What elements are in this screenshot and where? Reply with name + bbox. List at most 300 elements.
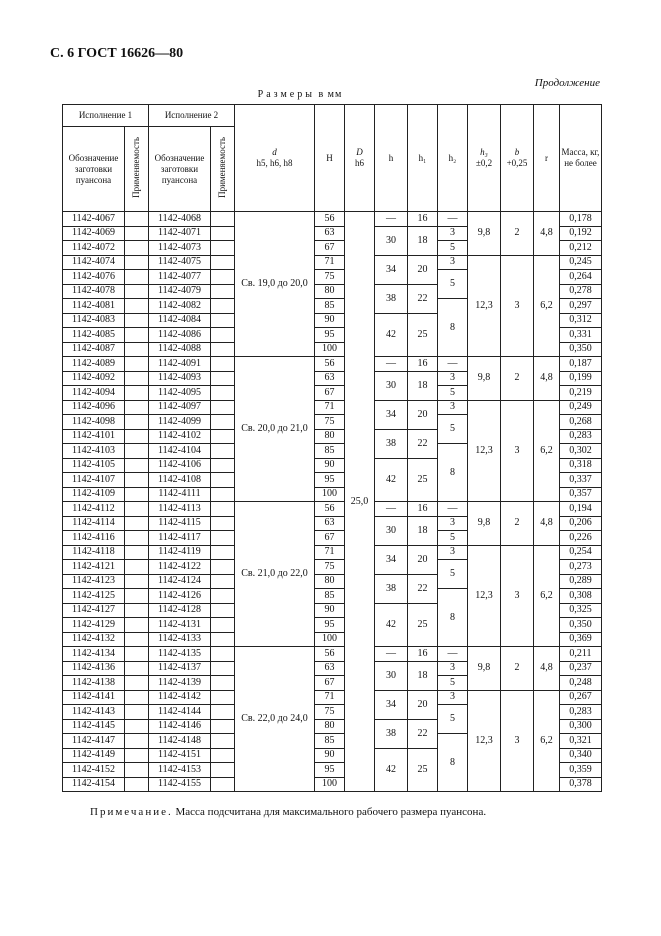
- designation-1-cell: 1142-4118: [63, 545, 125, 560]
- H-cell: 63: [315, 516, 345, 531]
- designation-1-cell: 1142-4085: [63, 328, 125, 343]
- table-row: [63, 212, 602, 227]
- designation-1-cell: 1142-4116: [63, 531, 125, 546]
- h-cell: 38: [375, 429, 408, 458]
- applicability-1-cell: [125, 647, 149, 662]
- designation-2-cell: 1142-4104: [149, 444, 211, 459]
- h-cell: 34: [375, 690, 408, 719]
- h-cell: —: [375, 647, 408, 662]
- applicability-1-cell: [125, 473, 149, 488]
- mass-cell: 0,378: [560, 777, 602, 792]
- applicability-2-cell: [211, 444, 235, 459]
- H-cell: 95: [315, 618, 345, 633]
- designation-1-cell: 1142-4134: [63, 647, 125, 662]
- note-text: Масса подсчитана для максимального рабочего размера пуансона.: [175, 806, 487, 818]
- applicability-2-cell: [211, 342, 235, 357]
- applicability-2-cell: [211, 531, 235, 546]
- designation-1-cell: 1142-4083: [63, 313, 125, 328]
- page-header: С. 6 ГОСТ 16626—80: [50, 46, 184, 61]
- designation-2-cell: 1142-4137: [149, 661, 211, 676]
- header-D: [345, 105, 375, 212]
- designation-1-cell: 1142-4074: [63, 255, 125, 270]
- h2-cell: 5: [438, 270, 468, 299]
- applicability-2-cell: [211, 647, 235, 662]
- header-d-tol: h5, h6, h8: [256, 158, 293, 168]
- designation-1-cell: 1142-4143: [63, 705, 125, 720]
- mass-cell: 0,248: [560, 676, 602, 691]
- applicability-2-cell: [211, 487, 235, 502]
- H-cell: 75: [315, 705, 345, 720]
- h1-cell: 16: [408, 647, 438, 662]
- h3-cell: 9,8: [468, 357, 501, 401]
- mass-cell: 0,268: [560, 415, 602, 430]
- h-cell: 38: [375, 284, 408, 313]
- designation-1-cell: 1142-4076: [63, 270, 125, 285]
- applicability-2-cell: [211, 371, 235, 386]
- h-cell: 42: [375, 603, 408, 647]
- mass-cell: 0,350: [560, 342, 602, 357]
- H-cell: 95: [315, 473, 345, 488]
- applicability-1-cell: [125, 574, 149, 589]
- h2-cell: 5: [438, 241, 468, 256]
- applicability-1-cell: [125, 777, 149, 792]
- dimensions-table: [62, 104, 602, 792]
- designation-2-cell: 1142-4133: [149, 632, 211, 647]
- applicability-2-cell: [211, 763, 235, 778]
- h1-cell: 22: [408, 284, 438, 313]
- designation-1-cell: 1142-4096: [63, 400, 125, 415]
- d-range-cell: Св. 22,0 до 24,0: [235, 647, 315, 792]
- designation-2-cell: 1142-4148: [149, 734, 211, 749]
- mass-cell: 0,337: [560, 473, 602, 488]
- designation-1-cell: 1142-4141: [63, 690, 125, 705]
- designation-1-cell: 1142-4067: [63, 212, 125, 227]
- b-cell: 2: [501, 502, 534, 546]
- mass-cell: 0,273: [560, 560, 602, 575]
- designation-2-cell: 1142-4139: [149, 676, 211, 691]
- applicability-1-cell: [125, 545, 149, 560]
- applicability-2-cell: [211, 473, 235, 488]
- header-applicability-1: [125, 127, 149, 212]
- mass-cell: 0,254: [560, 545, 602, 560]
- table-row: [63, 400, 602, 415]
- h3-cell: 12,3: [468, 545, 501, 647]
- h2-cell: 3: [438, 516, 468, 531]
- designation-2-cell: 1142-4155: [149, 777, 211, 792]
- h1-cell: 18: [408, 371, 438, 400]
- designation-1-cell: 1142-4081: [63, 299, 125, 314]
- mass-cell: 0,308: [560, 589, 602, 604]
- header-h3: [468, 105, 501, 212]
- header-group-1: Исполнение 1: [63, 105, 149, 127]
- h2-cell: 5: [438, 560, 468, 589]
- h2-cell: 3: [438, 661, 468, 676]
- designation-2-cell: 1142-4131: [149, 618, 211, 633]
- b-cell: 3: [501, 545, 534, 647]
- designation-2-cell: 1142-4079: [149, 284, 211, 299]
- H-cell: 67: [315, 531, 345, 546]
- designation-2-cell: 1142-4135: [149, 647, 211, 662]
- h1-cell: 16: [408, 502, 438, 517]
- applicability-2-cell: [211, 255, 235, 270]
- applicability-2-cell: [211, 400, 235, 415]
- header-group-2: Исполнение 2: [149, 105, 235, 127]
- designation-1-cell: 1142-4136: [63, 661, 125, 676]
- H-cell: 56: [315, 357, 345, 372]
- designation-2-cell: 1142-4068: [149, 212, 211, 227]
- applicability-1-cell: [125, 748, 149, 763]
- h2-cell: 5: [438, 705, 468, 734]
- designation-2-cell: 1142-4106: [149, 458, 211, 473]
- applicability-2-cell: [211, 212, 235, 227]
- H-cell: 80: [315, 574, 345, 589]
- mass-cell: 0,318: [560, 458, 602, 473]
- applicability-1-cell: [125, 313, 149, 328]
- applicability-2-cell: [211, 284, 235, 299]
- applicability-1-cell: [125, 386, 149, 401]
- H-cell: 85: [315, 589, 345, 604]
- applicability-1-cell: [125, 284, 149, 299]
- designation-1-cell: 1142-4092: [63, 371, 125, 386]
- h1-cell: 16: [408, 357, 438, 372]
- h-cell: 34: [375, 400, 408, 429]
- mass-cell: 0,325: [560, 603, 602, 618]
- mass-cell: 0,302: [560, 444, 602, 459]
- applicability-1-cell: [125, 661, 149, 676]
- applicability-1-cell: [125, 560, 149, 575]
- header-h3-symbol: h₃: [480, 147, 488, 157]
- designation-1-cell: 1142-4094: [63, 386, 125, 401]
- h3-cell: 12,3: [468, 255, 501, 357]
- designation-2-cell: 1142-4117: [149, 531, 211, 546]
- mass-cell: 0,264: [560, 270, 602, 285]
- designation-1-cell: 1142-4132: [63, 632, 125, 647]
- applicability-1-cell: [125, 255, 149, 270]
- header-designation-2: Обозначение заготовки пуансона: [149, 127, 211, 212]
- h-cell: 42: [375, 748, 408, 792]
- applicability-1-cell: [125, 603, 149, 618]
- continuation-label: Продолжение: [534, 77, 600, 89]
- designation-2-cell: 1142-4146: [149, 719, 211, 734]
- designation-2-cell: 1142-4102: [149, 429, 211, 444]
- d-range-cell: Св. 19,0 до 20,0: [235, 212, 315, 357]
- H-cell: 80: [315, 284, 345, 299]
- h1-cell: 20: [408, 545, 438, 574]
- header-applicability-1-text: Применяемость: [131, 137, 141, 198]
- mass-cell: 0,340: [560, 748, 602, 763]
- h1-cell: 22: [408, 719, 438, 748]
- applicability-1-cell: [125, 502, 149, 517]
- h2-cell: 3: [438, 545, 468, 560]
- header-h2: h₂: [438, 105, 468, 212]
- header-d: [235, 105, 315, 212]
- mass-cell: 0,192: [560, 226, 602, 241]
- h2-cell: —: [438, 502, 468, 517]
- header-d-symbol: d: [272, 147, 277, 157]
- designation-1-cell: 1142-4107: [63, 473, 125, 488]
- table-row: [63, 690, 602, 705]
- h-cell: 30: [375, 226, 408, 255]
- applicability-2-cell: [211, 415, 235, 430]
- applicability-1-cell: [125, 618, 149, 633]
- h2-cell: 8: [438, 734, 468, 792]
- h1-cell: 22: [408, 574, 438, 603]
- applicability-1-cell: [125, 734, 149, 749]
- H-cell: 100: [315, 487, 345, 502]
- applicability-1-cell: [125, 444, 149, 459]
- d-range-cell: Св. 20,0 до 21,0: [235, 357, 315, 502]
- applicability-1-cell: [125, 690, 149, 705]
- h1-cell: 18: [408, 516, 438, 545]
- applicability-2-cell: [211, 632, 235, 647]
- designation-1-cell: 1142-4121: [63, 560, 125, 575]
- header-b-symbol: b: [514, 147, 520, 157]
- h2-cell: —: [438, 357, 468, 372]
- H-cell: 63: [315, 226, 345, 241]
- table-row: [63, 502, 602, 517]
- designation-1-cell: 1142-4147: [63, 734, 125, 749]
- r-cell: 4,8: [534, 647, 560, 691]
- header-applicability-2: [211, 127, 235, 212]
- designation-2-cell: 1142-4124: [149, 574, 211, 589]
- H-cell: 75: [315, 560, 345, 575]
- applicability-1-cell: [125, 487, 149, 502]
- h3-cell: 9,8: [468, 647, 501, 691]
- designation-2-cell: 1142-4108: [149, 473, 211, 488]
- designation-1-cell: 1142-4127: [63, 603, 125, 618]
- designation-2-cell: 1142-4071: [149, 226, 211, 241]
- h-cell: 30: [375, 371, 408, 400]
- h-cell: 38: [375, 574, 408, 603]
- table-caption: [150, 89, 450, 100]
- designation-1-cell: 1142-4138: [63, 676, 125, 691]
- h-cell: 34: [375, 255, 408, 284]
- applicability-2-cell: [211, 589, 235, 604]
- applicability-2-cell: [211, 676, 235, 691]
- h-cell: —: [375, 212, 408, 227]
- h-cell: 38: [375, 719, 408, 748]
- applicability-1-cell: [125, 705, 149, 720]
- applicability-2-cell: [211, 719, 235, 734]
- designation-1-cell: 1142-4087: [63, 342, 125, 357]
- designation-2-cell: 1142-4153: [149, 763, 211, 778]
- H-cell: 80: [315, 429, 345, 444]
- h1-cell: 25: [408, 603, 438, 647]
- H-cell: 75: [315, 415, 345, 430]
- h2-cell: 8: [438, 299, 468, 357]
- applicability-1-cell: [125, 589, 149, 604]
- r-cell: 4,8: [534, 357, 560, 401]
- note-label: Примечание.: [90, 806, 173, 818]
- applicability-2-cell: [211, 386, 235, 401]
- designation-2-cell: 1142-4084: [149, 313, 211, 328]
- b-cell: 3: [501, 690, 534, 792]
- H-cell: 67: [315, 241, 345, 256]
- applicability-2-cell: [211, 777, 235, 792]
- designation-1-cell: 1142-4103: [63, 444, 125, 459]
- mass-cell: 0,350: [560, 618, 602, 633]
- H-cell: 56: [315, 212, 345, 227]
- h1-cell: 25: [408, 458, 438, 502]
- h1-cell: 20: [408, 255, 438, 284]
- mass-cell: 0,187: [560, 357, 602, 372]
- designation-2-cell: 1142-4126: [149, 589, 211, 604]
- applicability-2-cell: [211, 328, 235, 343]
- mass-cell: 0,289: [560, 574, 602, 589]
- H-cell: 75: [315, 270, 345, 285]
- mass-cell: 0,219: [560, 386, 602, 401]
- applicability-1-cell: [125, 632, 149, 647]
- applicability-1-cell: [125, 270, 149, 285]
- r-cell: 4,8: [534, 502, 560, 546]
- mass-cell: 0,321: [560, 734, 602, 749]
- mass-cell: 0,331: [560, 328, 602, 343]
- designation-2-cell: 1142-4113: [149, 502, 211, 517]
- mass-cell: 0,267: [560, 690, 602, 705]
- mass-cell: 0,206: [560, 516, 602, 531]
- applicability-1-cell: [125, 516, 149, 531]
- mass-cell: 0,212: [560, 241, 602, 256]
- designation-1-cell: 1142-4072: [63, 241, 125, 256]
- mass-cell: 0,226: [560, 531, 602, 546]
- applicability-2-cell: [211, 458, 235, 473]
- H-cell: 71: [315, 690, 345, 705]
- h2-cell: 3: [438, 690, 468, 705]
- h2-cell: —: [438, 212, 468, 227]
- designation-2-cell: 1142-4099: [149, 415, 211, 430]
- h1-cell: 20: [408, 400, 438, 429]
- H-cell: 71: [315, 255, 345, 270]
- applicability-2-cell: [211, 429, 235, 444]
- H-cell: 100: [315, 342, 345, 357]
- h1-cell: 20: [408, 690, 438, 719]
- H-cell: 56: [315, 647, 345, 662]
- H-cell: 56: [315, 502, 345, 517]
- applicability-2-cell: [211, 270, 235, 285]
- designation-1-cell: 1142-4089: [63, 357, 125, 372]
- designation-2-cell: 1142-4144: [149, 705, 211, 720]
- h2-cell: 5: [438, 386, 468, 401]
- r-cell: 6,2: [534, 400, 560, 502]
- header-applicability-2-text: Применяемость: [217, 137, 227, 198]
- applicability-1-cell: [125, 415, 149, 430]
- applicability-2-cell: [211, 705, 235, 720]
- mass-cell: 0,178: [560, 212, 602, 227]
- applicability-1-cell: [125, 342, 149, 357]
- designation-2-cell: 1142-4075: [149, 255, 211, 270]
- H-cell: 85: [315, 444, 345, 459]
- H-cell: 71: [315, 545, 345, 560]
- h-cell: 30: [375, 516, 408, 545]
- h2-cell: 5: [438, 676, 468, 691]
- mass-cell: 0,249: [560, 400, 602, 415]
- H-cell: 90: [315, 458, 345, 473]
- header-D-symbol: D: [356, 147, 363, 157]
- applicability-2-cell: [211, 516, 235, 531]
- applicability-2-cell: [211, 734, 235, 749]
- H-cell: 67: [315, 386, 345, 401]
- header-h: h: [375, 105, 408, 212]
- mass-cell: 0,199: [560, 371, 602, 386]
- applicability-2-cell: [211, 603, 235, 618]
- designation-2-cell: 1142-4086: [149, 328, 211, 343]
- designation-2-cell: 1142-4095: [149, 386, 211, 401]
- designation-1-cell: 1142-4129: [63, 618, 125, 633]
- designation-2-cell: 1142-4091: [149, 357, 211, 372]
- applicability-1-cell: [125, 400, 149, 415]
- designation-1-cell: 1142-4109: [63, 487, 125, 502]
- designation-1-cell: 1142-4114: [63, 516, 125, 531]
- applicability-1-cell: [125, 328, 149, 343]
- applicability-1-cell: [125, 429, 149, 444]
- h3-cell: 9,8: [468, 502, 501, 546]
- mass-cell: 0,359: [560, 763, 602, 778]
- h-cell: 42: [375, 313, 408, 357]
- h2-cell: —: [438, 647, 468, 662]
- b-cell: 2: [501, 357, 534, 401]
- H-cell: 100: [315, 777, 345, 792]
- header-H: H: [315, 105, 345, 212]
- designation-1-cell: 1142-4123: [63, 574, 125, 589]
- designation-1-cell: 1142-4154: [63, 777, 125, 792]
- mass-cell: 0,283: [560, 429, 602, 444]
- applicability-2-cell: [211, 661, 235, 676]
- h2-cell: 5: [438, 531, 468, 546]
- mass-cell: 0,245: [560, 255, 602, 270]
- H-cell: 95: [315, 763, 345, 778]
- H-cell: 90: [315, 313, 345, 328]
- h1-cell: 22: [408, 429, 438, 458]
- designation-2-cell: 1142-4122: [149, 560, 211, 575]
- h2-cell: 8: [438, 444, 468, 502]
- note: [90, 806, 590, 818]
- h1-cell: 16: [408, 212, 438, 227]
- H-cell: 71: [315, 400, 345, 415]
- h3-cell: 9,8: [468, 212, 501, 256]
- header-b-tol: +0,25: [506, 158, 528, 168]
- H-cell: 90: [315, 603, 345, 618]
- table-row: [63, 255, 602, 270]
- caption-prefix: Размеры: [257, 89, 315, 100]
- applicability-1-cell: [125, 226, 149, 241]
- D-cell: 25,0: [345, 212, 375, 792]
- r-cell: 6,2: [534, 545, 560, 647]
- mass-cell: 0,369: [560, 632, 602, 647]
- H-cell: 63: [315, 661, 345, 676]
- mass-cell: 0,297: [560, 299, 602, 314]
- caption-suffix: в мм: [318, 89, 343, 100]
- h-cell: —: [375, 357, 408, 372]
- mass-cell: 0,357: [560, 487, 602, 502]
- h1-cell: 18: [408, 661, 438, 690]
- h2-cell: 8: [438, 589, 468, 647]
- designation-2-cell: 1142-4119: [149, 545, 211, 560]
- designation-2-cell: 1142-4077: [149, 270, 211, 285]
- applicability-2-cell: [211, 357, 235, 372]
- b-cell: 3: [501, 255, 534, 357]
- designation-1-cell: 1142-4069: [63, 226, 125, 241]
- header-b: [501, 105, 534, 212]
- applicability-1-cell: [125, 763, 149, 778]
- H-cell: 80: [315, 719, 345, 734]
- mass-cell: 0,300: [560, 719, 602, 734]
- table-row: [63, 647, 602, 662]
- h-cell: 42: [375, 458, 408, 502]
- h3-cell: 12,3: [468, 690, 501, 792]
- applicability-2-cell: [211, 690, 235, 705]
- H-cell: 85: [315, 734, 345, 749]
- h3-cell: 12,3: [468, 400, 501, 502]
